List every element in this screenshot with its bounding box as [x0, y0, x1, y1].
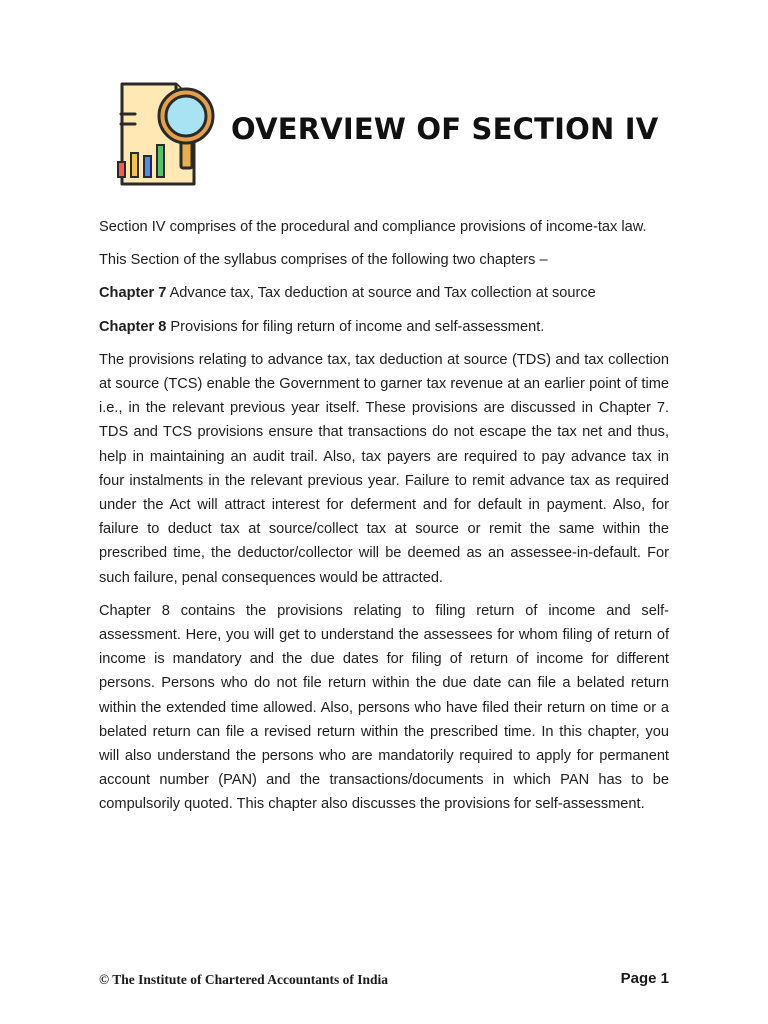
page-number: Page 1	[620, 970, 669, 987]
chapter-7-line	[99, 281, 669, 305]
page-title: OVERVIEW OF SECTION IV	[231, 112, 659, 146]
chapter-8-label: Chapter 8	[99, 318, 167, 335]
chapter-8-text: Provisions for filing return of income and self-assessment.	[170, 318, 545, 335]
intro-paragraph: Section IV comprises of the procedural and compliance provisions of income-tax law.	[99, 219, 647, 235]
section-content	[99, 215, 669, 826]
footer-copyright: © The Institute of Chartered Accountants of India	[99, 972, 388, 987]
chapter-8-paragraph: Chapter 8 contains the provisions relating to filing return of income and self-assessment. Here, you will get to understand the assessees for whom filing of return of income is mandatory and the due dates for filing of return of income for different persons. Persons who do not file return within the due date can file a belated return within the extended time allowed. Also, persons who have filed their return on time or a belated return can file a revised return within the prescribed time. In this chapter, you will also understand the persons who are mandatorily required to apply for permanent account number (PAN) and the transactions/documents in which PAN has to be compulsorily quoted. This chapter also discusses the provisions for self-assessment.	[99, 602, 669, 813]
chapter-7-text: Advance tax, Tax deduction at source and Tax collection at source	[169, 285, 596, 302]
chapters-intro: This Section of the syllabus comprises of the following two chapters –	[99, 252, 548, 269]
page-footer	[99, 970, 669, 992]
chapter-7-label: Chapter 7	[99, 285, 167, 302]
chapter-8-line	[99, 315, 669, 339]
document-magnifier-chart-icon	[104, 78, 220, 190]
provisions-paragraph: The provisions relating to advance tax, tax deduction at source (TDS) and tax collection at source (TCS) enable the Government to garner tax revenue at an earlier point of time i.e., in the relevant previous year itself. These provisions are discussed in Chapter 7. TDS and TCS provisions ensure that transactions do not escape the tax net and thus, help in maintaining an audit trail. Also, tax payers are required to pay advance tax in four instalments in the relevant previous year. Failure to remit advance tax as required under the Act will attract interest for deferment and for default in payment. Also, for failure to deduct tax at source/collect tax at source or remit the same within the prescribed time, the deductor/collector will be deemed as an assessee-in-default. For such failure, penal consequences would be attracted.	[99, 351, 669, 586]
